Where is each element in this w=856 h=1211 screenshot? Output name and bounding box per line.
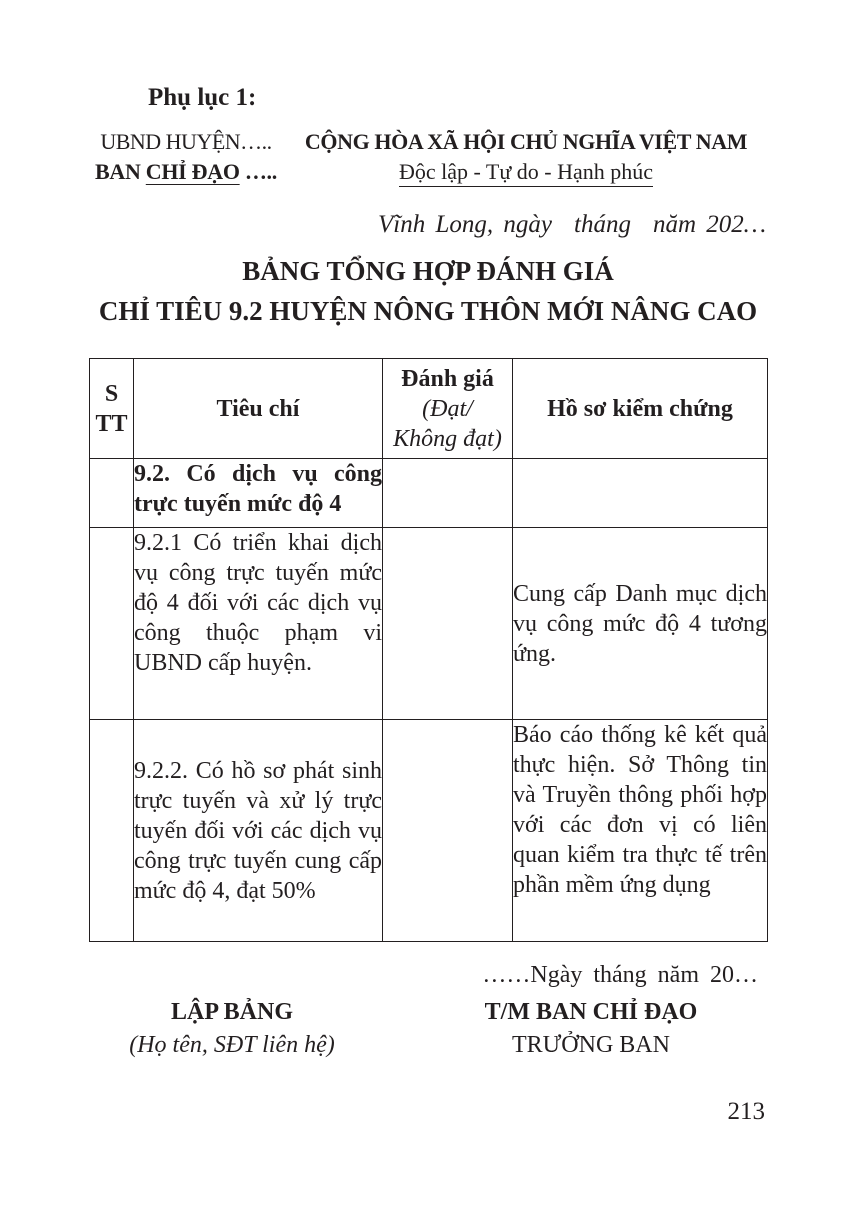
agency-line-2 xyxy=(90,157,282,187)
motto: Độc lập - Tự do - Hạnh phúc xyxy=(399,159,653,187)
prepared-by xyxy=(102,996,362,1062)
date-place: Vĩnh Long, ngày xyxy=(378,211,552,238)
agency-line-2-part-b: CHỈ ĐẠO xyxy=(145,159,240,184)
appendix-label: Phụ lục 1: xyxy=(148,84,257,111)
approved-by-role: TRƯỞNG BAN xyxy=(512,1032,670,1058)
header-evaluation: Đánh giá (Đạt/ Không đạt) xyxy=(383,359,513,459)
prepared-by-note: (Họ tên, SĐT liên hệ) xyxy=(129,1032,335,1058)
row-evidence xyxy=(513,459,768,528)
prepared-by-title: LẬP BẢNG xyxy=(170,999,293,1025)
assessment-table xyxy=(89,358,768,942)
document-title-line-1: BẢNG TỔNG HỢP ĐÁNH GIÁ xyxy=(242,256,614,286)
date-year: năm 202… xyxy=(652,211,766,238)
row-stt xyxy=(90,720,134,942)
row-evaluation xyxy=(383,720,513,942)
table-row xyxy=(90,459,768,528)
page-number: 213 xyxy=(727,1098,765,1125)
row-stt xyxy=(90,459,134,528)
row-evidence: Báo cáo thống kê kết quả thực hiện. Sở Thông tin và Truyền thông phối hợp với các đơn vị có liên quan kiểm tra thực tế trên phần mềm ứng dụng xyxy=(513,720,768,942)
country-name: CỘNG HÒA XÃ HỘI CHỦ NGHĨA VIỆT NAM xyxy=(304,129,748,154)
date-line xyxy=(378,211,766,239)
row-evaluation xyxy=(383,459,513,528)
row-criteria: 9.2.2. Có hồ sơ phát sinh trực tuyến và xử lý trực tuyến đối với các dịch vụ công trực tuyến cung cấp mức độ 4, đạt 50% xyxy=(134,720,383,942)
table-header-row xyxy=(90,359,768,459)
row-evidence: Cung cấp Danh mục dịch vụ công mức độ 4 tương ứng. xyxy=(513,528,768,720)
header-stt: S TT xyxy=(90,359,134,459)
row-evaluation xyxy=(383,528,513,720)
national-motto xyxy=(300,127,752,187)
row-stt xyxy=(90,528,134,720)
agency-line-2-part-a: BAN xyxy=(95,159,146,184)
signature-date: ……Ngày tháng năm 20… xyxy=(482,962,758,988)
table-row xyxy=(90,720,768,942)
approved-by-title: T/M BAN CHỈ ĐẠO xyxy=(484,999,698,1025)
approved-by xyxy=(426,996,756,1062)
document-title-line-2: CHỈ TIÊU 9.2 HUYỆN NÔNG THÔN MỚI NÂNG CAO xyxy=(98,296,758,326)
agency-line-2-part-c: ….. xyxy=(239,159,277,184)
header-criteria: Tiêu chí xyxy=(134,359,383,459)
date-month: tháng xyxy=(574,211,631,238)
issuing-agency xyxy=(90,127,282,187)
agency-line-1: UBND HUYỆN….. xyxy=(100,129,272,154)
table-row xyxy=(90,528,768,720)
row-criteria: 9.2. Có dịch vụ công trực tuyến mức độ 4 xyxy=(134,459,383,528)
header-evidence: Hồ sơ kiểm chứng xyxy=(513,359,768,459)
row-criteria: 9.2.1 Có triển khai dịch vụ công trực tuyến mức độ 4 đối với các dịch vụ công thuộc phạm vi UBND cấp huyện. xyxy=(134,528,383,720)
